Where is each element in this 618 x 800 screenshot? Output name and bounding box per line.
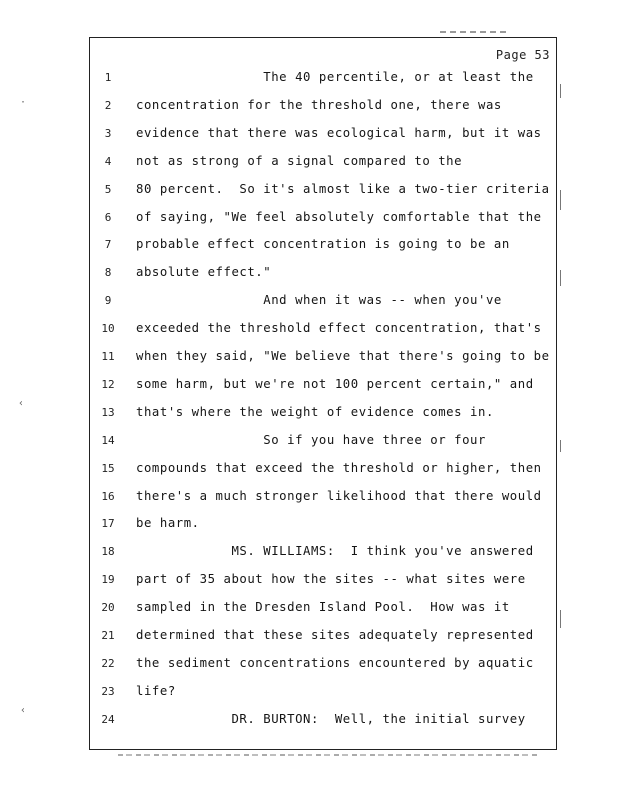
line-number: 17 <box>101 517 115 531</box>
transcript-line: sampled in the Dresden Island Pool. How was it <box>136 600 510 615</box>
transcript-line: So if you have three or four <box>136 432 486 447</box>
transcript-line: life? <box>136 683 176 698</box>
margin-speck: ‹ <box>18 398 25 409</box>
margin-tick <box>560 440 561 452</box>
line-number: 21 <box>101 629 115 642</box>
line-number: 5 <box>104 182 112 196</box>
transcript-line: part of 35 about how the sites -- what sites were <box>136 572 526 587</box>
line-number: 4 <box>104 154 112 168</box>
margin-tick <box>560 270 561 286</box>
line-number: 15 <box>101 461 115 475</box>
transcript-line: when they said, "We believe that there's going to be <box>136 349 550 363</box>
margin-tick <box>560 190 561 210</box>
line-number: 13 <box>101 405 115 419</box>
margin-speck: · <box>20 97 27 108</box>
transcript-line: not as strong of a signal compared to the <box>136 153 463 168</box>
line-number: 7 <box>104 238 112 252</box>
line-number: 20 <box>101 601 115 615</box>
transcript-line: concentration for the threshold one, there was <box>136 97 502 112</box>
line-number: 10 <box>101 322 115 336</box>
line-number: 24 <box>101 712 115 726</box>
transcript-line: evidence that there was ecological harm, but it was <box>136 125 542 140</box>
line-number: 12 <box>101 377 115 391</box>
transcript-line: exceeded the threshold effect concentration, that's <box>136 321 542 336</box>
transcript-line: be harm. <box>136 516 200 531</box>
transcript-line: the sediment concentrations encountered by aquatic <box>136 655 534 670</box>
transcript-line: some harm, but we're not 100 percent certain," and <box>136 376 534 391</box>
line-number: 19 <box>101 573 115 587</box>
transcript-line: absolute effect." <box>136 265 272 280</box>
line-number: 11 <box>101 350 115 363</box>
transcript-line: probable effect concentration is going to be an <box>136 237 510 252</box>
transcript-line: that's where the weight of evidence comes in. <box>136 404 494 419</box>
transcript-line: there's a much stronger likelihood that there would <box>136 488 542 503</box>
line-number: 6 <box>104 210 112 224</box>
transcript-line: And when it was -- when you've <box>136 293 502 308</box>
transcript-line: MS. WILLIAMS: I think you've answered <box>136 544 534 559</box>
page-number: Page 53 <box>495 48 550 62</box>
margin-tick <box>560 610 561 628</box>
transcript-line: determined that these sites adequately represented <box>136 628 534 642</box>
transcript-line: compounds that exceed the threshold or higher, then <box>136 460 542 475</box>
line-number: 3 <box>104 126 112 140</box>
transcript-line: The 40 percentile, or at least the <box>136 70 534 84</box>
line-number: 8 <box>104 266 112 280</box>
line-number: 2 <box>104 98 112 112</box>
line-number: 16 <box>101 489 115 503</box>
transcript-line: DR. BURTON: Well, the initial survey <box>136 711 526 726</box>
margin-tick <box>560 84 561 98</box>
scan-artifact-bottom <box>118 754 538 756</box>
line-number: 22 <box>101 656 115 670</box>
margin-speck: ‹ <box>20 705 27 716</box>
line-number: 23 <box>101 684 115 698</box>
scan-artifact-top <box>440 31 510 33</box>
line-number: 9 <box>104 294 112 308</box>
transcript-page-frame <box>89 37 557 750</box>
line-number: 18 <box>101 545 115 559</box>
line-number: 14 <box>101 433 115 447</box>
line-number: 1 <box>104 71 112 84</box>
transcript-line: 80 percent. So it's almost like a two-tier criteria <box>136 181 550 196</box>
transcript-line: of saying, "We feel absolutely comfortable that the <box>136 209 542 224</box>
